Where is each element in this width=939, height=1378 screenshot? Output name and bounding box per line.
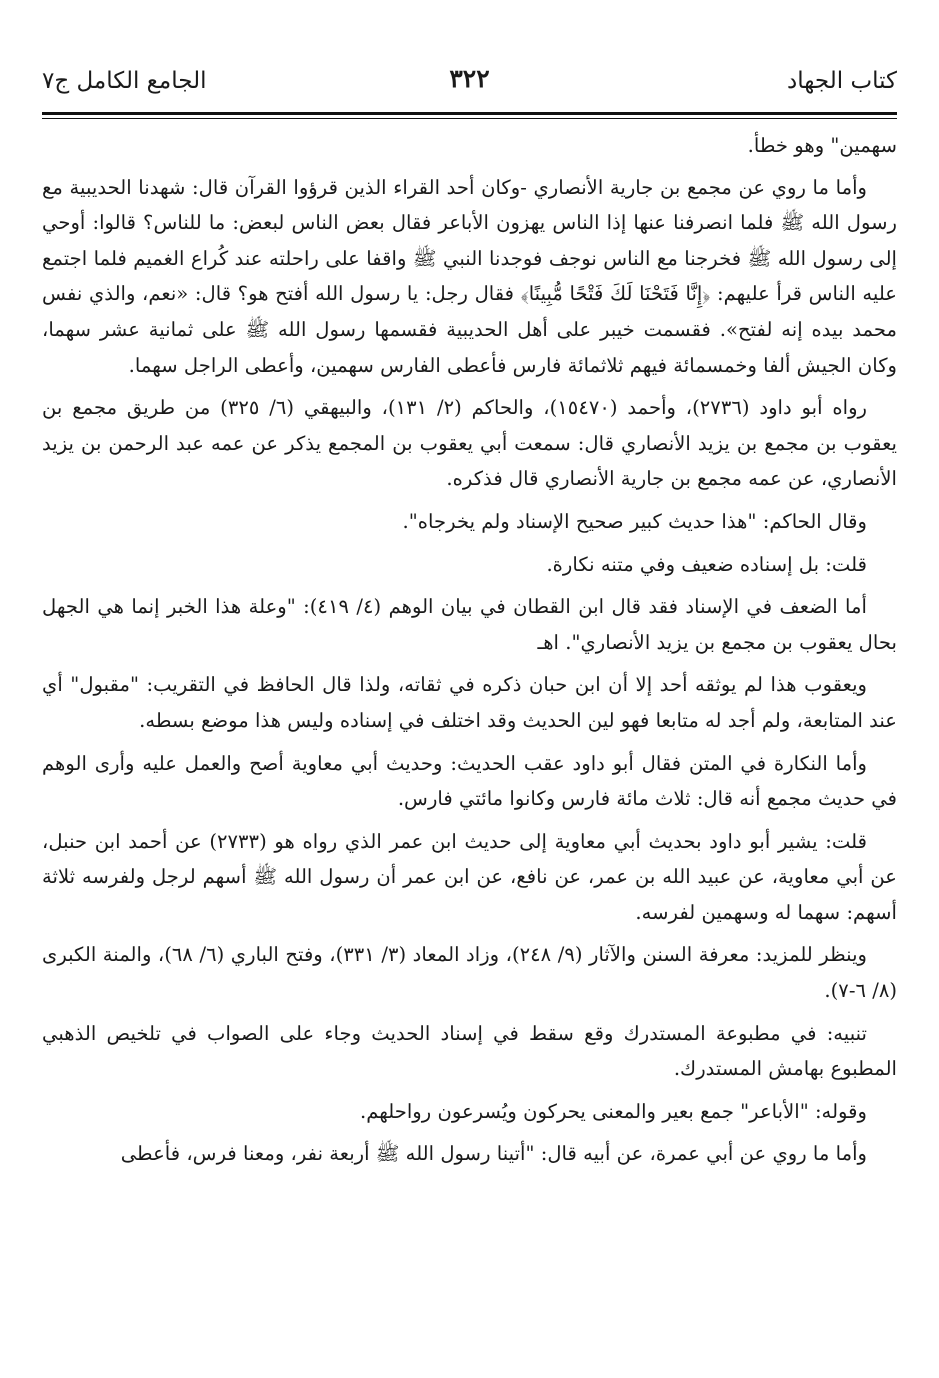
chapter-title: كتاب الجهاد	[787, 68, 897, 94]
book-title: الجامع الكامل ج٧	[42, 68, 207, 94]
book-page	[42, 0, 897, 1378]
page-header	[42, 62, 897, 102]
paragraph: أما الضعف في الإسناد فقد قال ابن القطان في بيان الوهم (٤/ ٤١٩): "وعلة هذا الخبر إنما هي الجهل بحال يعقوب بن مجمع بن يزيد الأنصاري". اهـ	[42, 595, 897, 654]
page-number: ٣٢٢	[449, 64, 490, 93]
header-rule-thick	[42, 112, 897, 115]
paragraph: وأما ما روي عن أبي عمرة، عن أبيه قال: "أتينا رسول الله ﷺ أربعة نفر، ومعنا فرس، فأعطى	[120, 1142, 867, 1166]
paragraph: وقوله: "الأباعر" جمع بعير والمعنى يحركون ويُسرعون رواحلهم.	[359, 1099, 867, 1123]
paragraph: وقال الحاكم: "هذا حديث كبير صحيح الإسناد ولم يخرجاه".	[402, 509, 867, 533]
paragraph: قلت: يشير أبو داود بحديث أبي معاوية إلى حديث ابن عمر الذي رواه هو (٢٧٣٣) عن أحمد ابن حنبل، عن أبي معاوية، عن عبيد الله بن عمر، عن نافع، عن ابن عمر أن رسول الله ﷺ أسهم لرجل ولفرسه ثلاثة أسهم: سهما له وسهمين لفرسه.	[42, 829, 897, 924]
paragraph: وينظر للمزيد: معرفة السنن والآثار (٩/ ٢٤٨)، وزاد المعاد (٣/ ٣٣١)، وفتح الباري (٦/ ٦٨)، والمنة الكبرى (٨/ ٦-٧).	[42, 943, 897, 1003]
paragraph: رواه أبو داود (٢٧٣٦)، وأحمد (١٥٤٧٠)، والحاكم (٢/ ١٣١)، والبيهقي (٦/ ٣٢٥) من طريق مجمع بن يعقوب بن مجمع بن يزيد الأنصاري قال: سمعت أبي يعقوب بن المجمع يذكر عن عمه عبد الرحمن بن يزيد الأنصاري، عن عمه مجمع بن جارية الأنصاري قال فذكره.	[42, 396, 897, 491]
page-body	[42, 128, 897, 1179]
paragraph: قلت: بل إسناده ضعيف وفي متنه نكارة.	[546, 552, 867, 576]
paragraph: وأما النكارة في المتن فقال أبو داود عقب الحديث: وحديث أبي معاوية أصح والعمل عليه وأرى الوهم في حديث مجمع أنه قال: ثلاث مائة فارس وكانوا مائتي فارس.	[42, 751, 897, 811]
paragraph: وأما ما روي عن مجمع بن جارية الأنصاري -وكان أحد القراء الذين قرؤوا القرآن قال: شهدنا الحديبية مع رسول الله ﷺ فلما انصرفنا عنها إذا الناس يهزون الأباعر فقال بعض الناس لبعض: ما للناس؟ قالوا: أوحي إلى رسول الله ﷺ فخرجنا مع الناس نوجف فوجدنا النبي ﷺ واقفا على راحلته عند كُراع الغميم فلما اجتمع عليه الناس قرأ عليهم: ﴿إِنَّا فَتَحْنَا لَكَ فَتْحًا مُّبِينًا﴾ فقال رجل: يا رسول الله أفتح هو؟ قال: «نعم، والذي نفس محمد بيده إنه لفتح». فقسمت خيبر على أهل الحديبية فقسمها رسول الله ﷺ على ثمانية عشر سهما، وكان الجيش ألفا وخمسمائة فيهم ثلاثمائة فارس فأعطى الفارس سهمين، وأعطى الراجل سهما.	[42, 175, 897, 377]
paragraph: تنبيه: في مطبوعة المستدرك وقع سقط في إسناد الحديث وجاء على الصواب في تلخيص الذهبي المطبوع بهامش المستدرك.	[42, 1021, 897, 1081]
header-rule-thin	[42, 118, 897, 119]
paragraph: ويعقوب هذا لم يوثقه أحد إلا أن ابن حبان ذكره في ثقاته، ولذا قال الحافظ في التقريب: "مقبول" أي عند المتابعة، ولم أجد له متابعا فهو لين الحديث وقد اختلف في إسناده وليس هذا موضع بسطه.	[42, 673, 897, 732]
paragraph: سهمين" وهو خطأ.	[747, 134, 897, 157]
